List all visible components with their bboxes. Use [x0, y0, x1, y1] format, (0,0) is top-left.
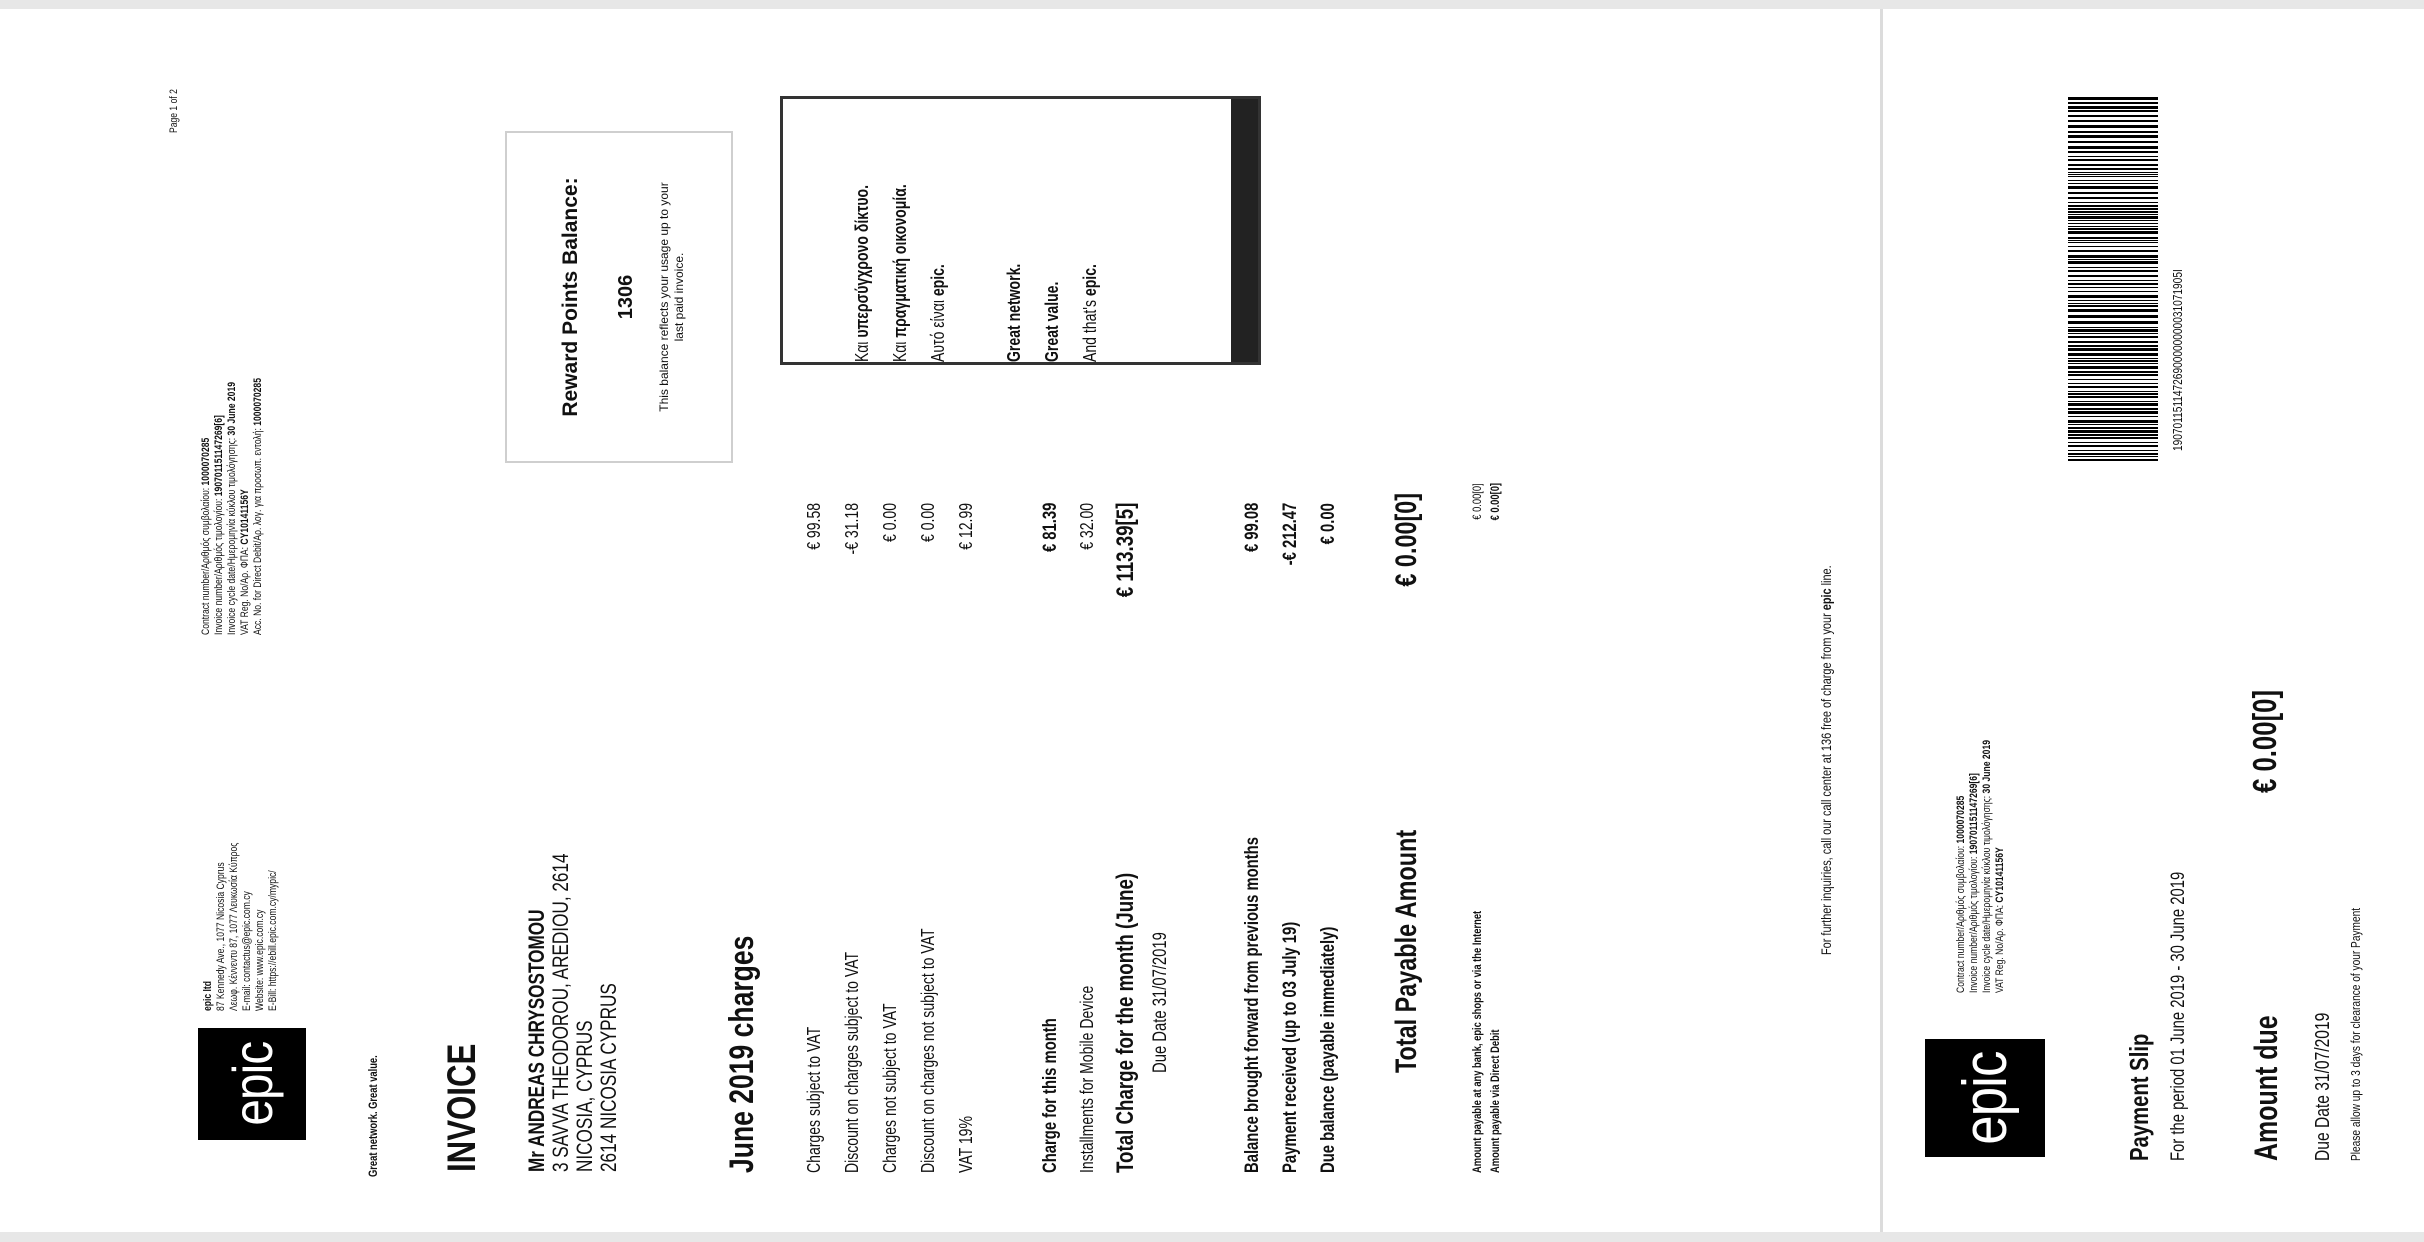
charge-label: Charges subject to VAT — [804, 1026, 824, 1173]
charge-label: Charges not subject to VAT — [880, 1003, 900, 1173]
barcode-bar — [2068, 386, 2158, 388]
slogan-line: And that's epic. — [1080, 264, 1100, 362]
barcode-bar — [2068, 430, 2158, 433]
barcode-bar — [2068, 226, 2158, 227]
barcode-bar — [2068, 135, 2158, 138]
barcode-bar — [2068, 242, 2158, 243]
barcode-bar — [2068, 259, 2158, 260]
barcode-bar — [2068, 180, 2158, 181]
barcode-bar — [2068, 329, 2158, 332]
barcode-bar — [2068, 437, 2158, 439]
barcode-bar — [2068, 174, 2158, 175]
barcode-bar — [2068, 211, 2158, 213]
barcode-bar — [2068, 223, 2158, 224]
charge-amount: € 99.58 — [804, 503, 824, 550]
barcode-bar — [2068, 360, 2158, 362]
barcode-bar — [2068, 300, 2158, 301]
company-ebill: E-Bill: https://ebill.epic.com.cy/mypic/ — [267, 870, 279, 1011]
account-details — [200, 378, 265, 635]
customer-address-line-1: 3 SAVVA THEODOROU, AREDIOU, 2614 — [548, 853, 573, 1172]
slogan-line: Great network. — [1004, 263, 1024, 362]
inquiries-footer: For further inquiries, call our call center at 136 free of charge from your epic line. — [1818, 565, 1834, 955]
vat-reg-no: VAT Reg. No/Αρ. ΦΠΑ: CY10141156Y — [239, 489, 251, 635]
slogan-text — [843, 184, 1109, 362]
barcode-bar — [2068, 183, 2158, 184]
slip-contract-number: Contract number/Αριθμός συμβολαίου: 1000070285 — [1955, 795, 1967, 993]
slogan-line: Και υπερσύγχρονο δίκτυο. — [852, 185, 872, 362]
slip-logo-text: epic — [1950, 1051, 2020, 1145]
barcode-bar — [2068, 250, 2158, 252]
barcode-bar — [2068, 391, 2158, 392]
due-date: Due Date 31/07/2019 — [1150, 932, 1171, 1073]
barcode-bar — [2068, 424, 2158, 425]
barcode-bar — [2068, 141, 2158, 143]
barcode-bar — [2068, 220, 2158, 221]
reward-points-title: Reward Points Balance: — [559, 177, 582, 417]
barcode-bar — [2068, 401, 2158, 402]
barcode-bar — [2068, 228, 2158, 230]
contract-number: Contract number/Αριθμός συμβολαίου: 1000070285 — [200, 437, 212, 635]
total-payable-label: Total Payable Amount — [1390, 829, 1423, 1073]
charge-amount: € 12.99 — [956, 503, 976, 550]
barcode-bar — [2068, 164, 2158, 166]
barcode-bar — [2068, 237, 2158, 239]
barcode-bar — [2068, 309, 2158, 312]
barcode-bar — [2068, 321, 2158, 324]
barcode-bar — [2068, 192, 2158, 194]
barcode-bar — [2068, 125, 2158, 128]
reward-points-value: 1306 — [615, 274, 637, 320]
barcode-bar — [2068, 106, 2158, 109]
invoice-title: INVOICE — [440, 1043, 484, 1172]
barcode-bar — [2068, 450, 2158, 451]
barcode-bar — [2068, 459, 2158, 461]
charge-amount: € 0.00 — [880, 503, 900, 543]
barcode-bar — [2068, 283, 2158, 285]
barcode-bar — [2068, 411, 2158, 414]
brand-tagline: Great network. Great value. — [366, 1055, 380, 1177]
company-email: E-mail: contactus@epic.com.cy — [241, 891, 253, 1011]
payment-barcode — [2068, 95, 2158, 463]
charge-label: VAT 19% — [956, 1116, 976, 1173]
slogan-box — [780, 96, 1261, 365]
barcode-number: 19070115114726900000000031071905I — [2170, 269, 2185, 451]
charge-amount: -€ 31.18 — [842, 503, 862, 555]
total-payable-amount: € 0.00[0] — [1390, 493, 1423, 587]
clearance-note: Please allow up to 3 days for clearance of your Payment — [2348, 907, 2363, 1161]
invoice-number: Invoice number/Αριθμός τιμολογίου: 190701151147269[6] — [213, 415, 225, 635]
payment-slip-title: Payment Slip — [2124, 1033, 2154, 1161]
barcode-bar — [2068, 303, 2158, 304]
barcode-bar — [2068, 156, 2158, 157]
slogan-box-bar — [1231, 99, 1258, 362]
barcode-bar — [2068, 120, 2158, 122]
barcode-bar — [2068, 246, 2158, 247]
charge-label: Discount on charges subject to VAT — [842, 951, 862, 1173]
barcode-bar — [2068, 261, 2158, 264]
barcode-bar — [2068, 131, 2158, 133]
charges-heading: June 2019 charges — [723, 935, 761, 1173]
barcode-bar — [2068, 146, 2158, 149]
barcode-bar — [2068, 333, 2158, 334]
slip-account-details — [1955, 740, 2007, 993]
barcode-bar — [2068, 97, 2158, 100]
company-name: epic ltd — [202, 980, 214, 1011]
reward-points-note: This balance reflects your usage up to your last paid invoice. — [657, 182, 686, 412]
barcode-bar — [2068, 358, 2158, 359]
barcode-bar — [2068, 427, 2158, 429]
barcode-bar — [2068, 205, 2158, 207]
barcode-bar — [2068, 366, 2158, 369]
barcode-bar — [2068, 151, 2158, 153]
barcode-bar — [2068, 287, 2158, 288]
barcode-bar — [2068, 280, 2158, 281]
barcode-bar — [2068, 115, 2158, 117]
barcode-bar — [2068, 291, 2158, 292]
company-address-en: 87 Kennedy Ave., 1077 Nicosia Cyprus — [215, 862, 227, 1011]
barcode-bar — [2068, 383, 2158, 384]
customer-address-line-3: 2614 NICOSIA CYPRUS — [596, 983, 621, 1172]
slip-invoice-number: Invoice number/Αριθμός τιμολογίου: 190701151147269[6] — [1968, 773, 1980, 993]
barcode-bar — [2068, 341, 2158, 343]
slogan-line: Αυτό είναι epic. — [928, 264, 948, 362]
barcode-bar — [2068, 168, 2158, 170]
barcode-bar — [2068, 208, 2158, 210]
charge-amount: € 0.00 — [918, 503, 938, 543]
epic-logo — [198, 1028, 306, 1140]
logo-text: epic — [220, 1042, 284, 1126]
amount-due-value: € 0.00[0] — [2246, 689, 2283, 793]
barcode-bar — [2068, 186, 2158, 189]
barcode-bar — [2068, 434, 2158, 436]
barcode-bar — [2068, 456, 2158, 457]
barcode-bar — [2068, 270, 2158, 272]
company-address — [202, 843, 280, 1011]
barcode-bar — [2068, 416, 2158, 417]
barcode-bar — [2068, 315, 2158, 318]
barcode-bar — [2068, 442, 2158, 443]
company-website: Website: www.epic.com.cy — [254, 909, 266, 1011]
barcode-bar — [2068, 445, 2158, 447]
slip-invoice-cycle-date: Invoice cycle date/Ημερομηνία κύκλου τιμολόγησης: 30 June 2019 — [1981, 740, 1993, 993]
barcode-bar — [2068, 172, 2158, 173]
barcode-bar — [2068, 348, 2158, 351]
barcode-bar — [2068, 408, 2158, 410]
payment-slip-period: For the period 01 June 2019 - 30 June 2019 — [2168, 871, 2189, 1161]
barcode-bar — [2068, 202, 2158, 203]
slip-due-date: Due Date 31/07/2019 — [2312, 1012, 2334, 1161]
barcode-bar — [2068, 176, 2158, 177]
barcode-bar — [2068, 353, 2158, 356]
barcode-bar — [2068, 216, 2158, 219]
barcode-bar — [2068, 379, 2158, 380]
direct-debit-account: Acc. No. for Direct Debit/Αρ. λογ. για προσωπ. εντολή: 1000070285 — [252, 378, 264, 635]
barcode-bar — [2068, 393, 2158, 395]
barcode-bar — [2068, 240, 2158, 241]
barcode-bar — [2068, 396, 2158, 398]
page-number: Page 1 of 2 — [168, 89, 180, 133]
slip-vat-reg-no: VAT Reg. No/Αρ. ΦΠΑ: CY10141156Y — [1994, 847, 2006, 993]
company-address-gr: Λεωφ. Κέννεντυ 87, 1077 Λευκωσία Κύπρος — [228, 842, 240, 1011]
slogan-line: Great value. — [1042, 281, 1062, 362]
slogan-line: Και πραγματική οικονομία. — [890, 184, 910, 362]
slip-epic-logo — [1925, 1039, 2045, 1157]
barcode-bar — [2068, 267, 2158, 268]
invoice-page: Page 1 of 2 epic epic ltd 87 Kennedy Ave., 1077 Nicosia Cyprus Λεωφ. Κέννεντυ 87, 1077 Λευκωσία Κύπρος E-mail: contactus@epic.com.cy Website: www.epic.com.cy E-Bill: https://ebill.epic.com.cy/mypic/ Contract number/Αριθμός συμβολαίου: 1000070285 Invoice number/Αριθμός τιμολογίου: 190701151147269[6] Invoice cycle date/Ημερομηνία κύκλου τιμολόγησης: 30 June 2019 VAT Reg. No/Αρ. ΦΠΑ: CY10141156Y Acc. No. for Direct Debit/Αρ. λογ. για προσωπ. εντολή: 1000070285 Great network. Great value. INVOICE Mr ANDREAS CHRYSOSTOMOU 3 SAVVA THEODOROU, AREDIOU, 2614 NICOSIA, CYPRUS 2614 NICOSIA CYPRUS June 2019 charges Charges subject to VAT € 99.58 Discount on charges subject to VAT -€ 31.18 Charges not subject to VAT € 0.00 Discount on charges not subject to VAT € 0.00 VAT 19% € 12.99 Charge for this month € 81.39 Installments for Mobile Device € 32.00 Total Charge for the month (June) € 113.39[5] Due Date 31/07/2019 Balance brought forward from previous months € 99.08 Payment received (up to 03 July 19) -€ 212.47 Due balance (payable immediately) € 0.00 Total Payable Amount € 0.00[0] Amount payable at any bank, epic shops or via the Internet € 0.00[0] Amount payable via Direct Debit € 0.00[0] Reward Points Balance: 1306 This balance reflects your usage up to your last paid invoice. Και υπερσύγχρονο δίκτυο. Και πραγματική οικονομία. Αυτό είναι epic. Great network. Great value. And that's epic. For further inquiries, call our call center at 136 free of charge from your epic line. epic Contract number/Αριθμός συμβολαίου: 1000070285 Invoice number/Αριθμός τιμολογίου: 190701151147269[6] Invoice cycle date/Ημερομηνία κύκλου τιμολόγησης: 30 June 2019 VAT Reg. No/Αρ. ΦΠΑ: CY10141156Y Payment Slip For the period 01 June 2019 - 30 June 2019 Amount due € 0.00[0] Due Date 31/07/2019 Please allow up to 3 days for clearance of your Payment 19070115114726900000000031071905I — [168, 89, 2363, 1177]
barcode-bar — [2068, 336, 2158, 338]
customer-block — [525, 853, 621, 1172]
barcode-bar — [2068, 231, 2158, 234]
barcode-bar — [2068, 110, 2158, 112]
barcode-bar — [2068, 371, 2158, 373]
invoice-cycle-date: Invoice cycle date/Ημερομηνία κύκλου τιμολόγησης: 30 June 2019 — [226, 382, 238, 635]
barcode-bar — [2068, 305, 2158, 307]
reward-points-box — [505, 131, 733, 463]
barcode-bar — [2068, 102, 2158, 104]
barcode-bar — [2068, 363, 2158, 364]
barcode-bar — [2068, 403, 2158, 406]
barcode-bar — [2068, 453, 2158, 455]
barcode-bar — [2068, 275, 2158, 277]
barcode-bar — [2068, 327, 2158, 328]
barcode-bar — [2068, 295, 2158, 298]
barcode-bar — [2068, 197, 2158, 199]
amount-due-label: Amount due — [2248, 1015, 2284, 1161]
customer-name: Mr ANDREAS CHRYSOSTOMOU — [524, 909, 549, 1172]
charge-label: Discount on charges not subject to VAT — [918, 928, 938, 1173]
barcode-bar — [2068, 159, 2158, 161]
barcode-bar — [2068, 345, 2158, 347]
customer-address-line-2: NICOSIA, CYPRUS — [572, 1020, 597, 1172]
barcode-bar — [2068, 255, 2158, 258]
barcode-bar — [2068, 214, 2158, 215]
barcode-bar — [2068, 420, 2158, 423]
barcode-bar — [2068, 374, 2158, 376]
